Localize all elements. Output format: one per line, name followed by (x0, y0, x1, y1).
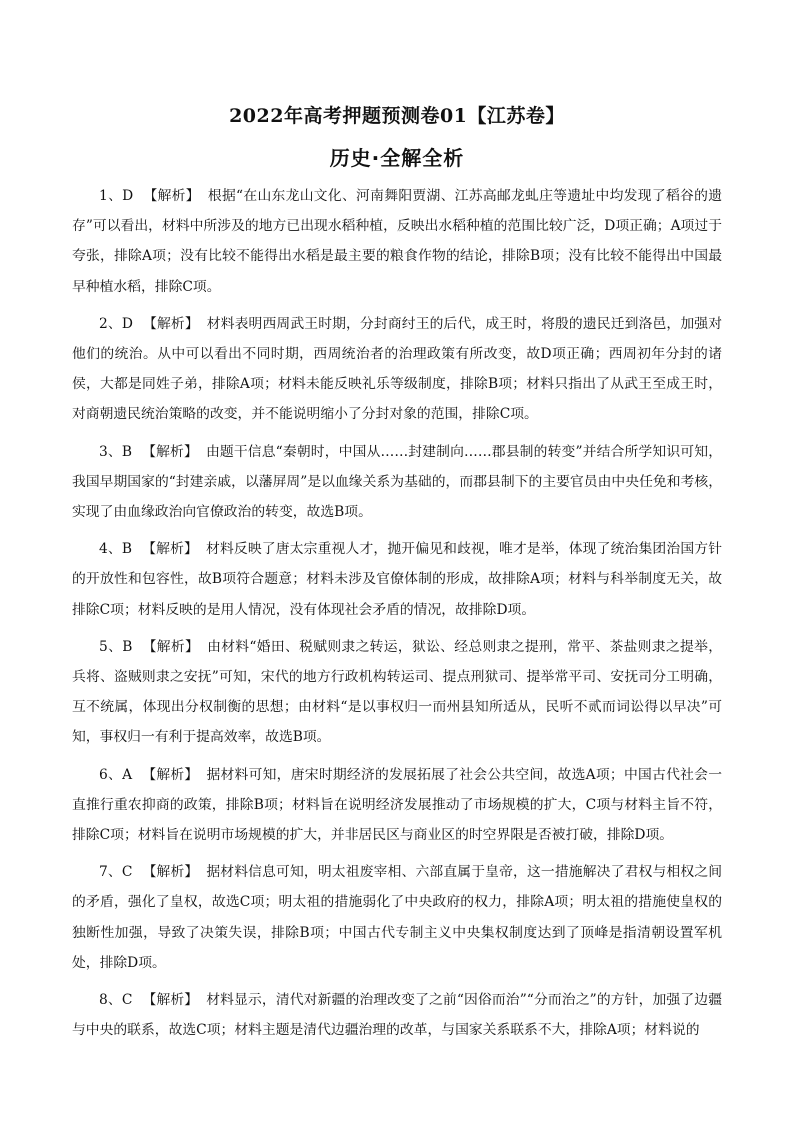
answer-number: 8、C (99, 992, 133, 1009)
answer-text: 据材料可知，唐宋时期经济的发展拓展了社会公共空间，故选A项；中国古代社会一直推行重农抑商的政策，排除B项；材料旨在说明经济发展推动了市场规模的扩大，C项与材料主旨不符，排除C项；材料旨在说明市场规模的扩大，并非居民区与商业区的时空界限是否被打破，排除D项。 (72, 766, 723, 844)
analysis-tag: 【解析】 (142, 766, 199, 783)
answer-item-8 (72, 985, 722, 1045)
answer-text: 根据“在山东龙山文化、河南舞阳贾湖、江苏高邮龙虬庄等遗址中均发现了稻谷的遗存”可以看出，材料中所涉及的地方已出现水稻种植，反映出水稻种植的范围比较广泛，D项正确；A项过于夸张，排除A项；没有比较不能得出水稻是最主要的粮食作物的结论，排除B项；没有比较不能得出中国最早种植水稻，排除C项。 (72, 188, 722, 295)
answer-text: 材料反映了唐太宗重视人才，抛开偏见和歧视，唯才是举，体现了统治集团治国方针的开放性和包容性，故B项符合题意；材料未涉及官僚体制的形成，故排除A项；材料与科举制度无关，故排除C项；材料反映的是用人情况，没有体现社会矛盾的情况，故排除D项。 (72, 541, 723, 618)
answer-number: 7、C (99, 864, 133, 881)
answer-number: 3、B (99, 443, 133, 460)
analysis-tag: 【解析】 (142, 638, 200, 655)
answer-item-5 (72, 632, 722, 753)
answer-item-7 (72, 857, 722, 978)
analysis-tag: 【解析】 (143, 188, 200, 204)
answer-item-2 (72, 309, 722, 430)
answer-item-1 (72, 181, 722, 302)
page-title: 2022年高考押题预测卷01【江苏卷】 (229, 105, 565, 127)
page-subtitle: 历史·全解全析 (329, 146, 465, 170)
analysis-tag: 【解析】 (142, 992, 199, 1009)
answer-text: 材料表明西周武王时期，分封商纣王的后代，成王时，将殷的遗民迁到洛邑，加强对他们的统治。从中可以看出不同时期，西周统治者的治理政策有所改变，故D项正确；西周初年分封的诸侯，大都是同姓子弟，排除A项；材料未能反映礼乐等级制度，排除B项；材料只指出了从武王至成王时，对商朝遗民统治策略的改变，并不能说明缩小了分封对象的范围，排除C项。 (72, 315, 723, 423)
answer-text: 由材料“婚田、税赋则隶之转运，狱讼、经总则隶之提刑，常平、茶盐则隶之提举，兵将、盗贼则隶之安抚”可知，宋代的地方行政机构转运司、提点刑狱司、提举常平司、安抚司分工明确，互不统属，体现出分权制衡的思想；由材料“是以事权归一而州县知所适从，民听不贰而词讼得以早决”可知，事权归一有利于提高效率，故选B项。 (72, 638, 723, 746)
answer-number: 1、D (99, 188, 134, 204)
answer-list (72, 181, 722, 1052)
answer-number: 2、D (99, 315, 133, 332)
answer-text: 材料显示，清代对新疆的治理改变了之前“因俗而治”“分而治之”的方针，加强了边疆与中央的联系，故选C项；材料主题是清代边疆治理的改革，与国家关系联系不大，排除A项；材料说的 (72, 992, 722, 1039)
answer-item-4 (72, 534, 722, 625)
analysis-tag: 【解析】 (142, 315, 199, 332)
analysis-tag: 【解析】 (142, 864, 199, 881)
answer-number: 4、B (99, 541, 133, 558)
analysis-tag: 【解析】 (142, 443, 198, 460)
answer-item-6 (72, 760, 722, 851)
answer-item-3 (72, 437, 722, 528)
answer-number: 5、B (99, 638, 133, 655)
analysis-tag: 【解析】 (142, 541, 198, 558)
answer-text: 据材料信息可知，明太祖废宰相、六部直属于皇帝，这一措施解决了君权与相权之间的矛盾，强化了皇权，故选C项；明太祖的措施弱化了中央政府的权力，排除A项；明太祖的措施使皇权的独断性加强，导致了决策失误，排除B项；中国古代专制主义中央集权制度达到了顶峰是指清朝设置军机处，排除D项。 (72, 864, 723, 971)
answer-number: 6、A (99, 766, 133, 783)
answer-text: 由题干信息“秦朝时，中国从……封建制向……郡县制的转变”并结合所学知识可知，我国早期国家的“封建亲戚，以藩屏周”是以血缘关系为基础的，而郡县制下的主要官员由中央任免和考核，实现了由血缘政治向官僚政治的转变，故选B项。 (72, 443, 722, 521)
